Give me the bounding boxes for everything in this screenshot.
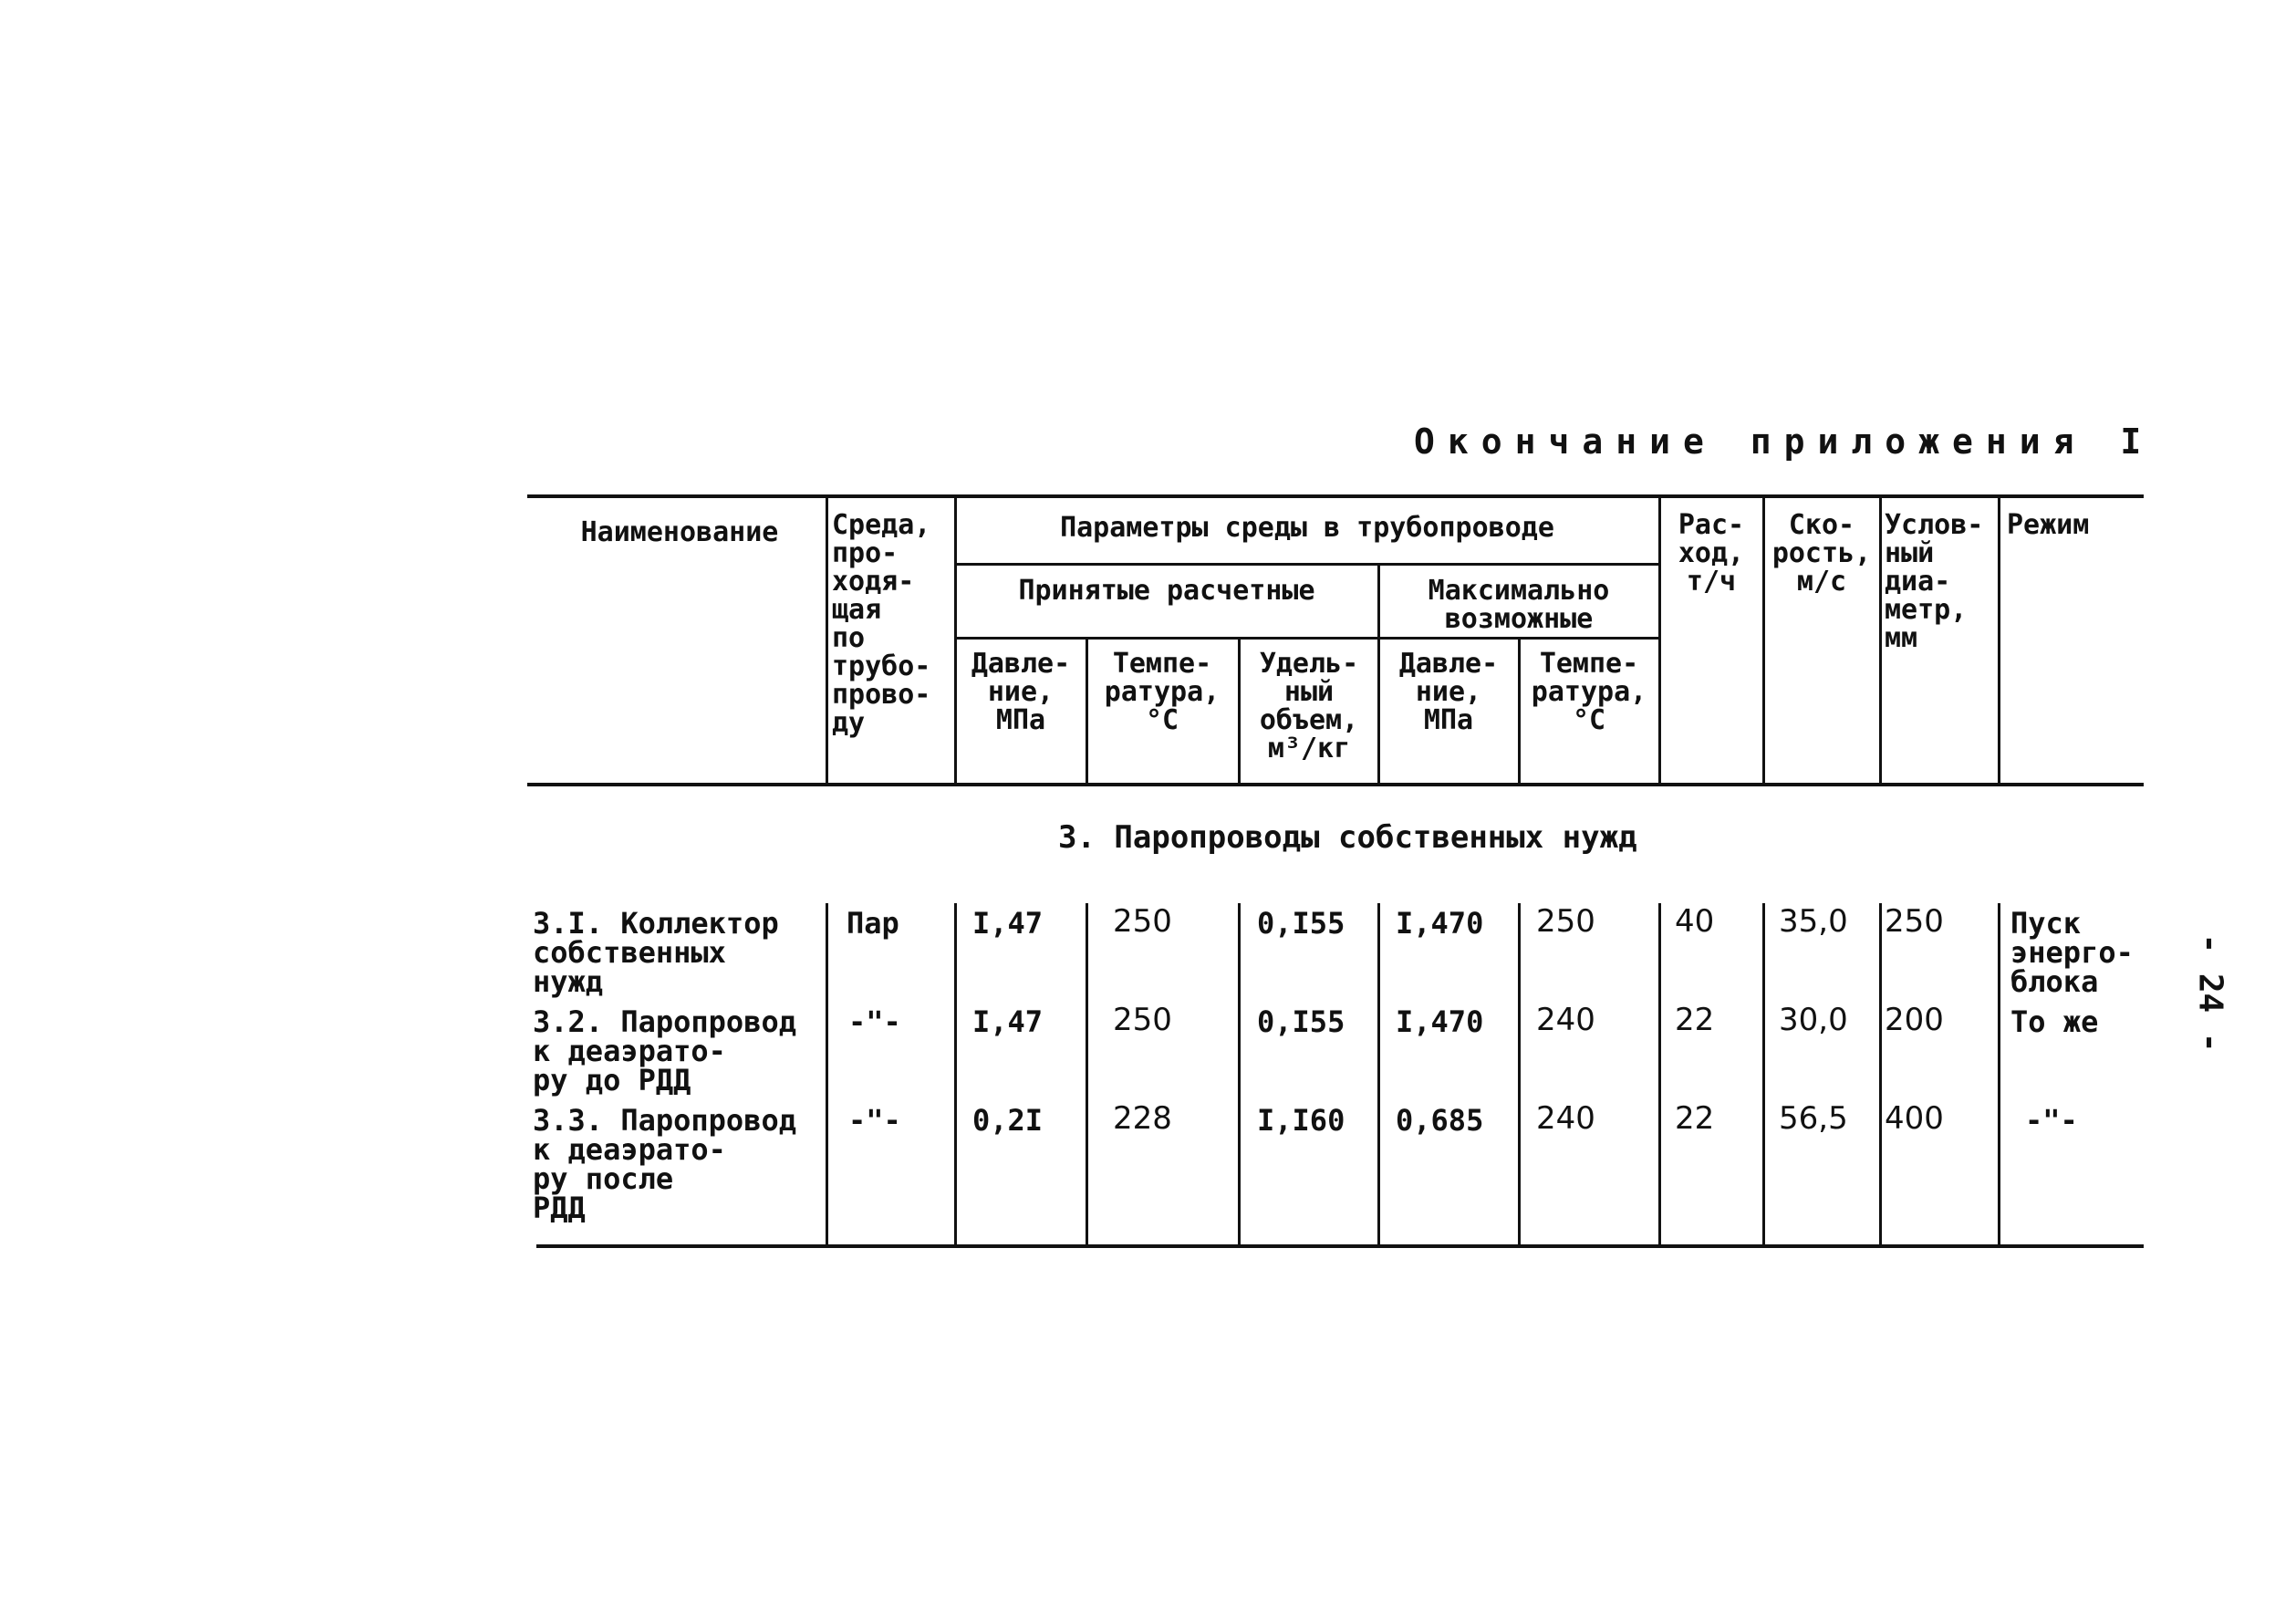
row-3-diameter: 400 xyxy=(1885,1100,1944,1137)
row-1-mode: Пуск энерго- блока xyxy=(2010,906,2134,999)
row-2-name: 3.2. Паропровод к деаэрато- ру до РДД xyxy=(533,1004,796,1097)
body-vline xyxy=(1658,903,1661,1244)
col-header-max-temperature: Темпе- ратура, °С xyxy=(1531,648,1647,736)
row-2-velocity: 30,0 xyxy=(1779,1002,1848,1038)
col-header-max-group: Максимально возможные xyxy=(1428,575,1610,635)
header-vline xyxy=(1658,498,1661,783)
col-header-velocity: Ско- рость, м/с xyxy=(1771,509,1872,598)
header-vline xyxy=(1086,639,1088,783)
row-2-temperature: 250 xyxy=(1113,1002,1172,1038)
col-header-pressure: Давле- ние, МПа xyxy=(971,648,1071,736)
header-vline xyxy=(1238,639,1241,783)
body-vline xyxy=(1518,903,1521,1244)
header-vline xyxy=(1762,498,1765,783)
row-2-medium: -"- xyxy=(848,1004,901,1039)
row-2-diameter: 200 xyxy=(1885,1002,1944,1038)
row-3-flow: 22 xyxy=(1675,1100,1715,1137)
col-header-temperature: Темпе- ратура, °С xyxy=(1104,648,1221,736)
appendix-caption: Окончание приложения I xyxy=(1414,421,2155,462)
row-1-name: 3.I. Коллектор собственных нужд xyxy=(533,906,779,999)
body-vline xyxy=(1998,903,2000,1244)
row-1-diameter: 250 xyxy=(1885,903,1944,940)
row-1-flow: 40 xyxy=(1675,903,1715,940)
table-bottom-rule xyxy=(536,1244,2144,1248)
header-vline xyxy=(1377,565,1380,783)
body-vline xyxy=(1879,903,1882,1244)
row-1-velocity: 35,0 xyxy=(1779,903,1848,940)
col-header-mode: Режим xyxy=(2007,509,2090,541)
body-vline xyxy=(1762,903,1765,1244)
col-header-flow: Рас- ход, т/ч xyxy=(1678,509,1745,598)
row-3-medium: -"- xyxy=(848,1103,901,1138)
row-1-temperature: 250 xyxy=(1113,903,1172,940)
header-vline xyxy=(1879,498,1882,783)
row-3-temperature: 228 xyxy=(1113,1100,1172,1137)
table-top-rule xyxy=(527,494,2144,498)
header-vline xyxy=(826,498,828,783)
col-header-name: Наименование xyxy=(580,516,779,548)
row-2-max-temperature: 240 xyxy=(1536,1002,1595,1038)
row-2-pressure: I,47 xyxy=(972,1004,1044,1039)
page-number: - 24 - xyxy=(2191,933,2229,1053)
row-2-specific-volume: 0,I55 xyxy=(1257,1004,1345,1039)
row-1-max-pressure: I,470 xyxy=(1396,906,1484,941)
row-3-pressure: 0,2I xyxy=(972,1103,1044,1138)
body-vline xyxy=(1086,903,1088,1244)
body-vline xyxy=(954,903,957,1244)
body-vline xyxy=(1377,903,1380,1244)
col-header-max-pressure: Давле- ние, МПа xyxy=(1398,648,1499,736)
row-3-max-pressure: 0,685 xyxy=(1396,1103,1484,1138)
row-1-max-temperature: 250 xyxy=(1536,903,1595,940)
header-bottom-rule xyxy=(527,783,2144,786)
row-1-specific-volume: 0,I55 xyxy=(1257,906,1345,941)
header-vline xyxy=(1998,498,2000,783)
row-3-specific-volume: I,I60 xyxy=(1257,1103,1345,1138)
body-vline xyxy=(1238,903,1241,1244)
section-title: 3. Паропроводы собственных нужд xyxy=(1058,819,1637,856)
row-3-mode: -"- xyxy=(2025,1103,2078,1138)
header-subrule-groups xyxy=(956,637,1658,640)
row-2-mode: То же xyxy=(2010,1004,2099,1039)
row-1-pressure: I,47 xyxy=(972,906,1044,941)
row-3-velocity: 56,5 xyxy=(1779,1100,1848,1137)
row-1-medium: Пар xyxy=(847,906,899,941)
body-vline xyxy=(826,903,828,1244)
col-header-params-group: Параметры среды в трубопроводе xyxy=(1060,512,1554,544)
col-header-medium: Среда, про- ходя- щая по трубо- прово- ду xyxy=(832,509,931,739)
row-3-name: 3.3. Паропровод к деаэрато- ру после РДД xyxy=(533,1103,796,1225)
header-vline xyxy=(954,498,957,783)
row-2-max-pressure: I,470 xyxy=(1396,1004,1484,1039)
row-3-max-temperature: 240 xyxy=(1536,1100,1595,1137)
row-2-flow: 22 xyxy=(1675,1002,1715,1038)
col-header-design-group: Принятые расчетные xyxy=(1018,575,1315,607)
col-header-specific-volume: Удель- ный объем, м³/кг xyxy=(1259,648,1359,765)
header-vline xyxy=(1518,639,1521,783)
header-subrule-params xyxy=(956,563,1658,566)
col-header-diameter: Услов- ный диа- метр, мм xyxy=(1885,509,1984,654)
